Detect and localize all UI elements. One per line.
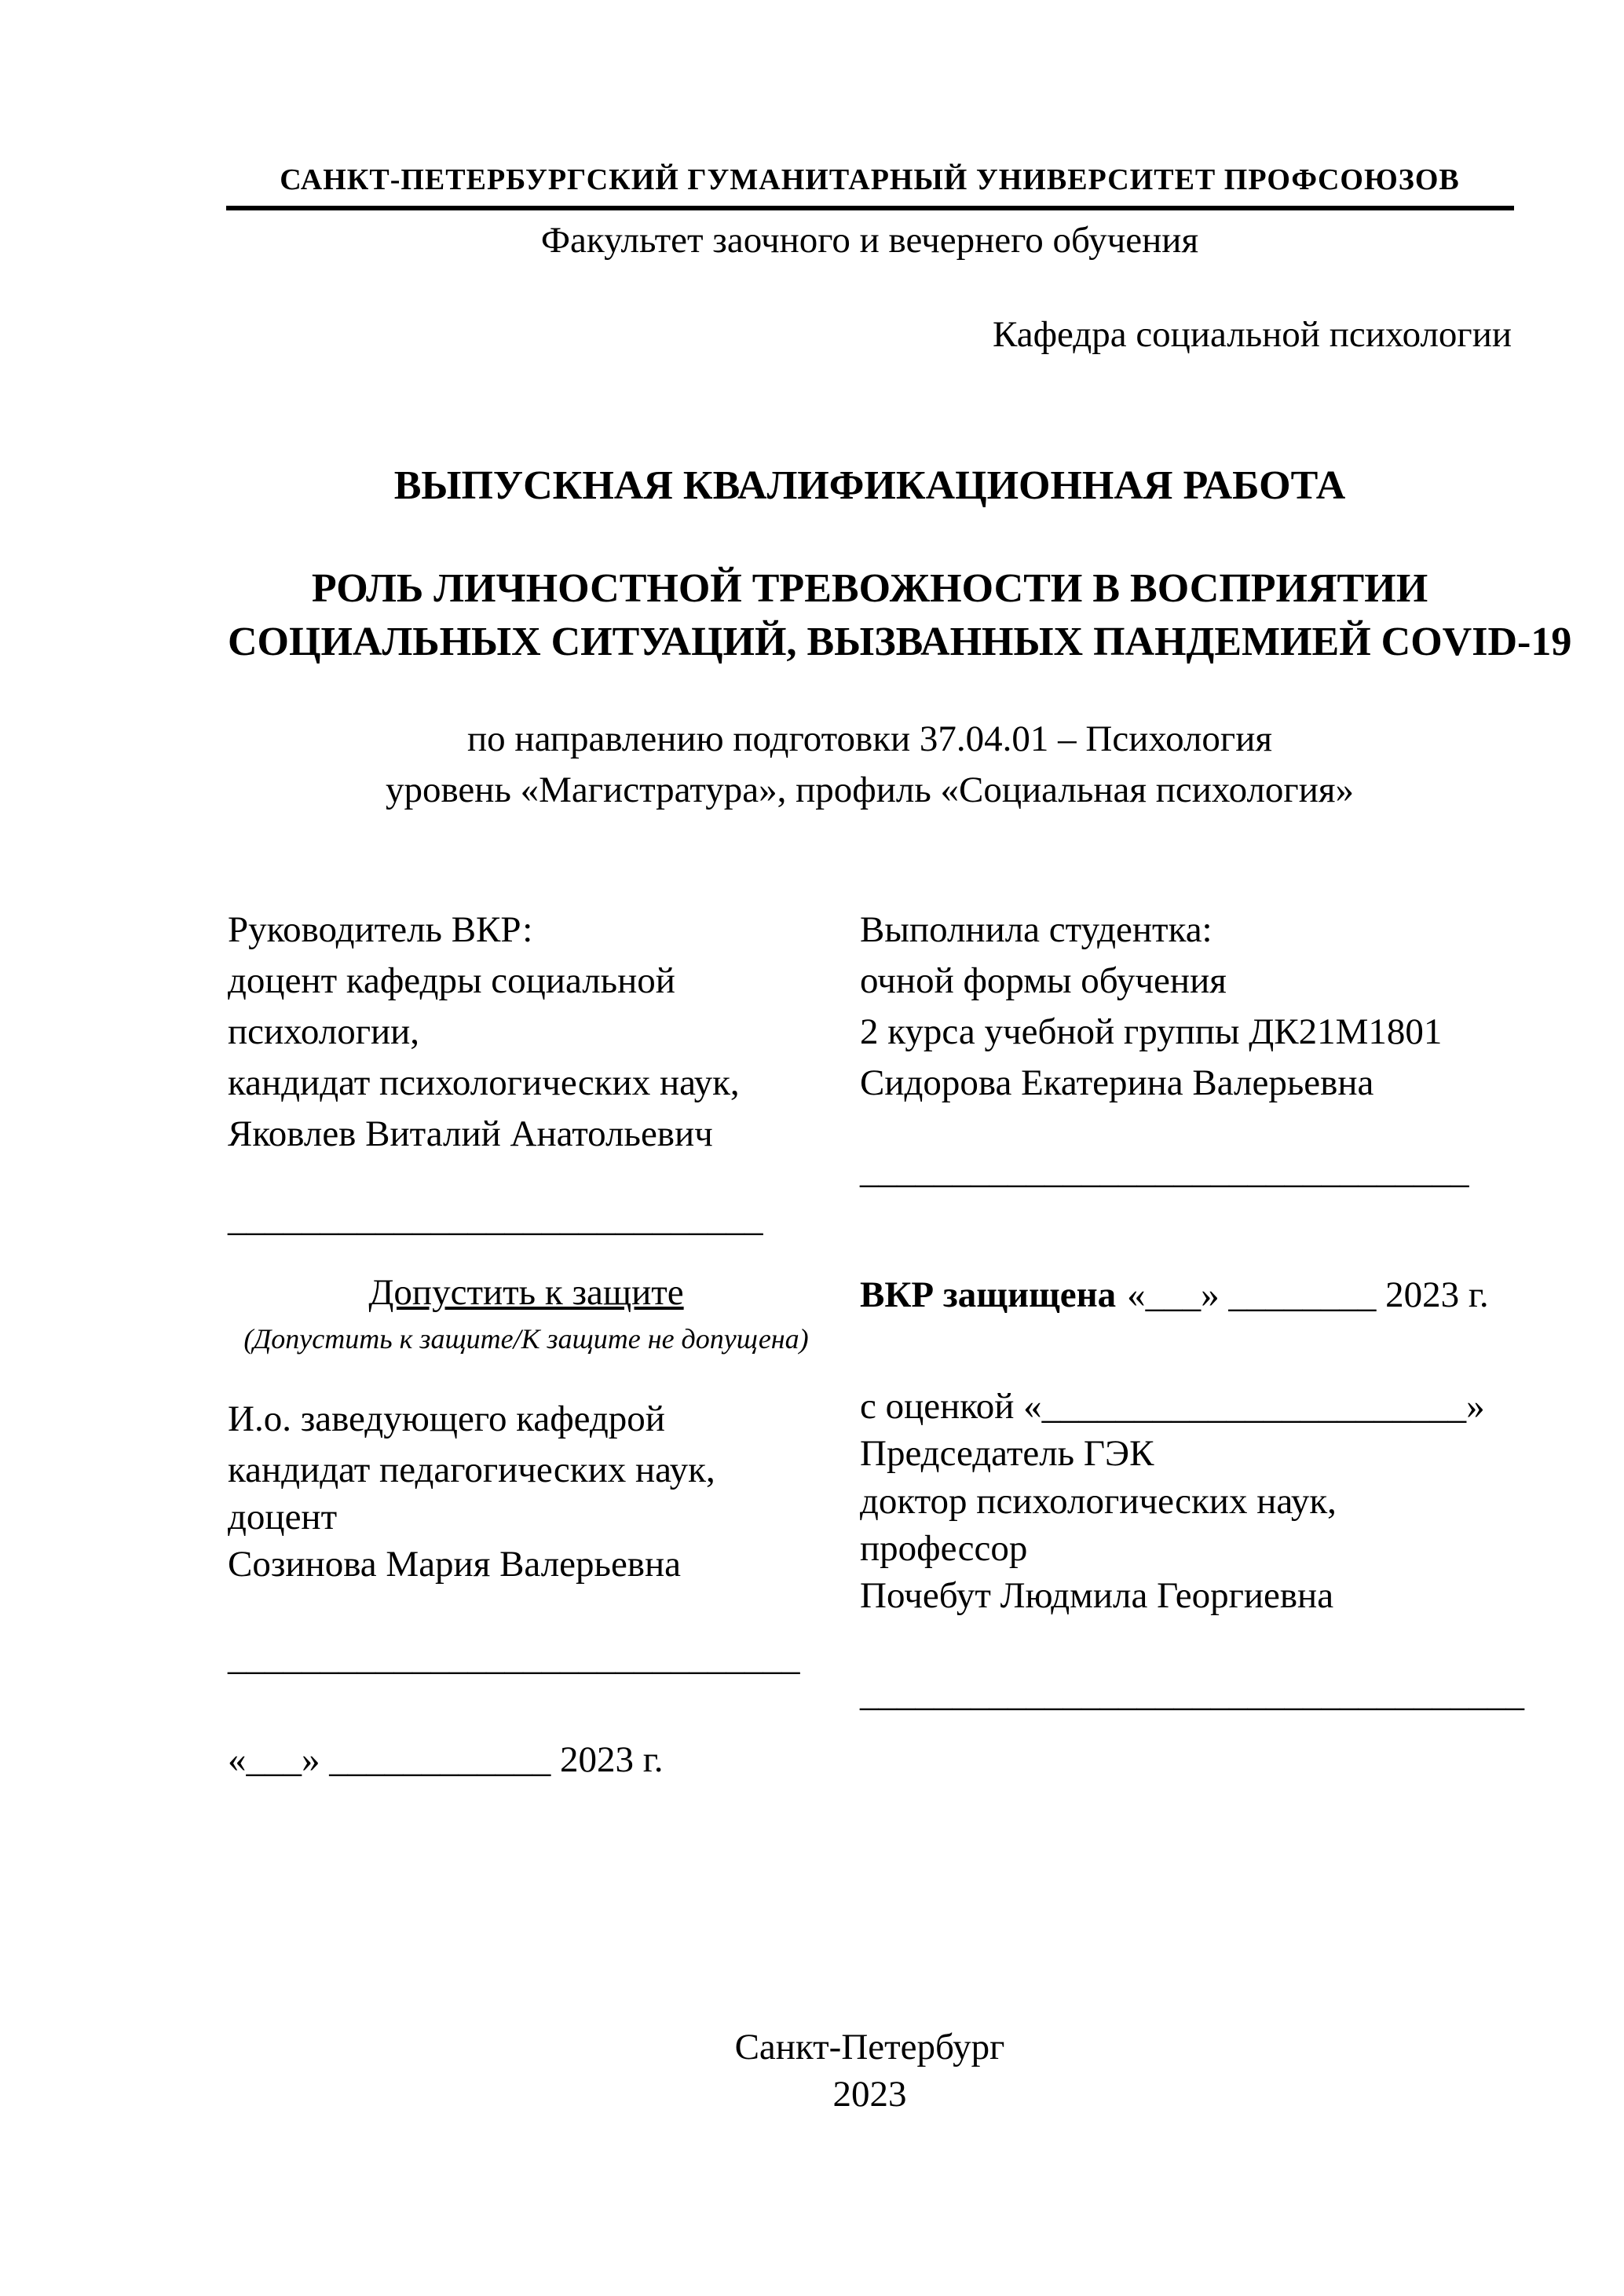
gek-chair-degree-line: доктор психологических наук, — [860, 1481, 1337, 1522]
defense-status-line — [860, 1272, 1520, 1318]
supervisor-position-line3: кандидат психологических наук, — [228, 1062, 740, 1103]
student-line1: очной формы обучения — [860, 960, 1227, 1001]
university-name: САНКТ-ПЕТЕРБУРГСКИЙ ГУМАНИТАРНЫЙ УНИВЕРСИТЕТ ПРОФСОЮЗОВ — [280, 163, 1460, 196]
admission-signature-line: _______________________________ — [228, 1637, 800, 1678]
supervisor-heading: Руководитель ВКР: — [228, 909, 533, 950]
defense-status-label: ВКР защищена — [860, 1274, 1117, 1315]
department-line: Кафедра социальной психологии — [993, 314, 1512, 355]
thesis-title-line1: РОЛЬ ЛИЧНОСТНОЙ ТРЕВОЖНОСТИ В ВОСПРИЯТИИ — [311, 566, 1428, 611]
admission-date-line: «___» ____________ 2023 г. — [228, 1739, 664, 1780]
student-name: Сидорова Екатерина Валерьевна — [860, 1062, 1374, 1103]
city-line: Санкт-Петербург — [734, 2027, 1005, 2067]
level-line: уровень «Магистратура», профиль «Социальная психология» — [386, 770, 1354, 810]
supervisor-name: Яковлев Виталий Анатольевич — [228, 1113, 713, 1154]
thesis-title-line2: СОЦИАЛЬНЫХ СИТУАЦИЙ, ВЫЗВАННЫХ ПАНДЕМИЕЙ COVID-19 — [228, 620, 1572, 664]
admission-heading: Допустить к защите — [368, 1272, 684, 1313]
program-line: по направлению подготовки 37.04.01 – Психология — [467, 718, 1272, 759]
supervisor-position-line2: психологии, — [228, 1011, 420, 1052]
faculty-line: Факультет заочного и вечернего обучения — [540, 220, 1199, 261]
supervisor-signature-line: _____________________________ — [228, 1198, 763, 1239]
acting-head-rank-line: доцент — [228, 1497, 338, 1537]
gek-chair-name: Почебут Людмила Георгиевна — [860, 1575, 1334, 1616]
gek-chair-rank-line: профессор — [860, 1528, 1028, 1569]
work-type-heading: ВЫПУСКНАЯ КВАЛИФИКАЦИОННАЯ РАБОТА — [393, 463, 1346, 508]
defense-signature-line: ____________________________________ — [860, 1673, 1524, 1714]
defense-status-details: «___» ________ 2023 г. — [1127, 1274, 1489, 1315]
student-line2: 2 курса учебной группы ДК21М1801 — [860, 1011, 1443, 1052]
student-signature-line: _________________________________ — [860, 1150, 1469, 1191]
gek-chair-title: Председатель ГЭК — [860, 1433, 1154, 1474]
admission-note: (Допустить к защите/К защите не допущена) — [243, 1323, 809, 1355]
grade-line: с оценкой «_______________________» — [860, 1386, 1485, 1427]
acting-head-name: Созинова Мария Валерьевна — [228, 1544, 682, 1585]
supervisor-position-line1: доцент кафедры социальной — [228, 960, 675, 1001]
year-line: 2023 — [832, 2074, 907, 2115]
acting-head-line: И.о. заведующего кафедрой — [228, 1398, 665, 1439]
admission-heading-row — [228, 1270, 825, 1315]
acting-head-degree-line: кандидат педагогических наук, — [228, 1450, 715, 1490]
header-rule — [226, 206, 1514, 210]
student-heading: Выполнила студентка: — [860, 909, 1213, 950]
